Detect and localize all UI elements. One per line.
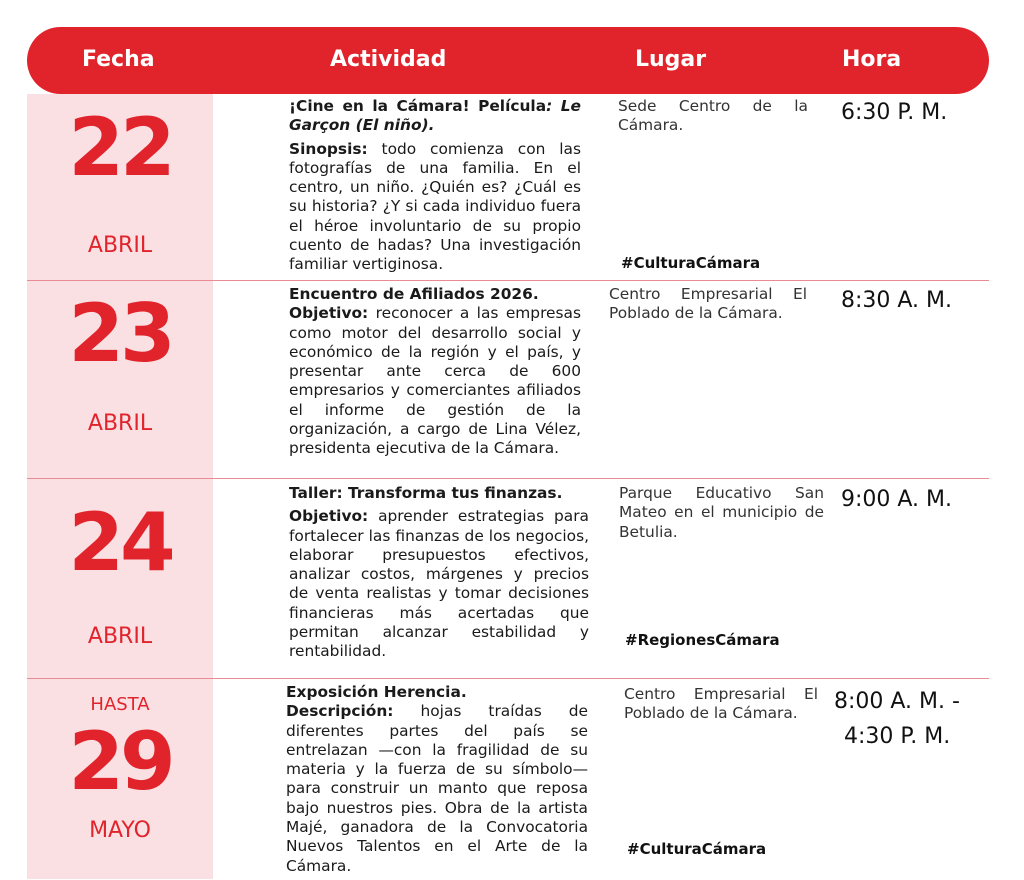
row-divider xyxy=(27,280,989,281)
event-month: ABRIL xyxy=(87,624,153,649)
table-header xyxy=(27,27,989,94)
event-day: 24 xyxy=(68,496,172,589)
event-time: 6:30 P. M. xyxy=(841,100,948,125)
event-day: 29 xyxy=(68,715,172,808)
event-title-film: : Le Garçon (El niño). xyxy=(289,97,581,135)
event-hashtag: #RegionesCámara xyxy=(625,631,780,649)
event-time: 8:30 A. M. xyxy=(841,288,953,313)
header-fecha: Fecha xyxy=(82,47,155,72)
event-place: Parque Educativo San Mateo en el municipio de Betulia. xyxy=(619,484,824,541)
event-month: ABRIL xyxy=(87,233,153,258)
event-desc-label: Objetivo: xyxy=(289,507,369,526)
event-title: ¡Cine en la Cámara! Película xyxy=(289,97,547,115)
row-divider xyxy=(27,478,989,479)
event-day: 22 xyxy=(68,101,172,194)
event-desc: todo comienza con las fotografías de una familia. En el centro, un niño. ¿Quién es? ¿Cuál es su historia? ¿Y si cada individuo fuera el héroe involuntario de su propio cuento de hadas? Una investigación familiar vertiginosa. xyxy=(289,139,581,274)
header-actividad: Actividad xyxy=(330,47,447,72)
event-activity xyxy=(289,97,581,279)
event-place: Sede Centro de la Cámara. xyxy=(618,97,808,135)
event-time-start: 8:00 A. M. - xyxy=(834,689,960,714)
event-time-end: 4:30 P. M. xyxy=(844,724,951,749)
event-place: Centro Empresarial El Poblado de la Cámara. xyxy=(624,685,818,723)
event-hashtag: #CulturaCámara xyxy=(621,254,761,272)
event-activity xyxy=(289,285,581,463)
event-desc-label: Sinopsis: xyxy=(289,139,368,158)
event-activity xyxy=(286,683,588,880)
event-title: Encuentro de Afiliados 2026. xyxy=(289,285,539,303)
event-until-label: HASTA xyxy=(90,694,150,715)
row-divider xyxy=(27,678,989,679)
event-time: 9:00 A. M. xyxy=(841,487,953,512)
event-activity xyxy=(289,484,589,666)
event-month: MAYO xyxy=(89,818,151,843)
header-hora: Hora xyxy=(842,47,902,72)
event-title: Exposición Herencia. xyxy=(286,683,467,701)
event-month: ABRIL xyxy=(87,411,153,436)
event-day: 23 xyxy=(68,287,172,380)
event-desc: hojas traídas de diferentes partes del país se entrelazan —con la fragilidad de su materia y la fuerza de su símbolo— para construir un manto que reposa bajo nuestros pies. Obra de la artista Majé, ganadora de la Convocatoria Nuevos Talentos en el Arte de la Cámara. xyxy=(286,702,588,875)
event-place: Centro Empresarial El Poblado de la Cámara. xyxy=(609,285,807,323)
event-desc-label: Objetivo: xyxy=(289,304,369,323)
event-desc: reconocer a las empresas como motor del desarrollo social y económico de la región y el país, y presentar ante cerca de 600 empresarios y comerciantes afiliados el informe de gestión de la organización, a cargo de Lina Vélez, presidenta ejecutiva de la Cámara. xyxy=(289,304,581,458)
event-desc: aprender estrategias para fortalecer las finanzas de los negocios, elaborar presupuestos efectivos, analizar costos, márgenes y precios de venta realistas y tomar decisiones financieras más acertadas que permitan alcanzar estabilidad y rentabilidad. xyxy=(289,507,589,661)
event-hashtag: #CulturaCámara xyxy=(627,840,767,858)
event-desc-label: Descripción: xyxy=(286,702,394,721)
header-lugar: Lugar xyxy=(635,47,707,72)
event-title: Taller: Transforma tus finanzas. xyxy=(289,484,563,502)
